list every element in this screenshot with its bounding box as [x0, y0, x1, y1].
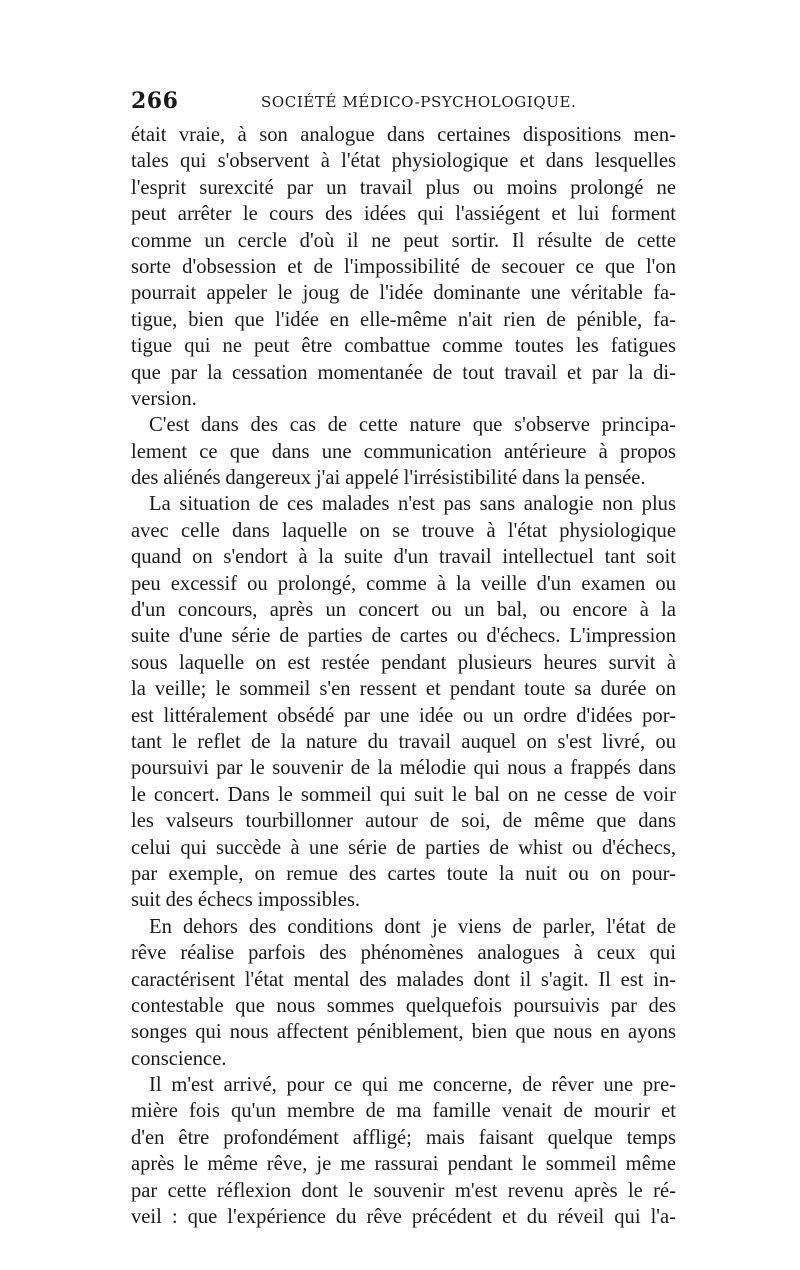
text-line: des aliénés dangereux j'ai appelé l'irrésistibilité dans la pensée. [131, 467, 646, 490]
text-line: après le même rêve, je me rassurai pendant le sommeil même [131, 1153, 676, 1176]
text-line: comme un cercle d'où il ne peut sortir. Il résulte de cette [131, 229, 676, 252]
body-text [131, 122, 676, 1230]
text-line: était vraie, à son analogue dans certaines dispositions men- [131, 124, 676, 146]
text-line: d'en être profondément affligé; mais faisant quelque temps [131, 1126, 676, 1149]
text-line: par exemple, on remue des cartes toute la nuit ou on pour- [131, 862, 676, 885]
text-line: En dehors des conditions dont je viens de parler, l'état de [149, 915, 676, 938]
text-line: tales qui s'observent à l'état physiologique et dans lesquelles [131, 150, 676, 173]
text-line: caractérisent l'état mental des malades dont il s'agit. Il est in- [131, 968, 676, 991]
text-line: avec celle dans laquelle on se trouve à l'état physiologique [131, 519, 676, 542]
text-line: poursuivi par le souvenir de la mélodie qui nous a frappés dans [131, 757, 676, 780]
page-number: 266 [131, 88, 179, 114]
text-line: La situation de ces malades n'est pas sans analogie non plus [149, 493, 676, 516]
text-line: quand on s'endort à la suite d'un travail intellectuel tant soit [131, 546, 676, 569]
text-line: tant le reflet de la nature du travail auquel on s'est livré, ou [131, 730, 676, 753]
text-line: suit des échecs impossibles. [131, 889, 361, 912]
text-line: suite d'une série de parties de cartes ou d'échecs. L'impression [131, 625, 676, 648]
text-line: est littéralement obsédé par une idée ou un ordre d'idées por- [131, 704, 676, 727]
text-line: peu excessif ou prolongé, comme à la veille d'un examen ou [131, 572, 676, 595]
text-line: mière fois qu'un membre de ma famille venait de mourir et [131, 1100, 676, 1123]
text-line: version. [131, 387, 197, 410]
text-line: contestable que nous sommes quelquefois poursuivis par des [131, 994, 676, 1017]
text-line: par cette réflexion dont le souvenir m'est revenu après le ré- [131, 1179, 676, 1202]
text-line: tigue qui ne peut être combattue comme toutes les fatigues [131, 335, 676, 358]
text-line: sous laquelle on est restée pendant plusieurs heures survit à [131, 651, 676, 674]
text-line: rêve réalise parfois des phénomènes analogues à ceux qui [131, 942, 676, 965]
text-line: l'esprit surexcité par un travail plus ou moins prolongé ne [131, 176, 676, 199]
text-line: peut arrêter le cours des idées qui l'assiégent et lui forment [131, 203, 676, 226]
text-line: pourrait appeler le joug de l'idée dominante une véritable fa- [131, 282, 676, 305]
text-line: songes qui nous affectent péniblement, bien que nous en ayons [131, 1021, 676, 1044]
text-line: sorte d'obsession et de l'impossibilité de secouer ce que l'on [131, 255, 676, 278]
text-line: la veille; le sommeil s'en ressent et pendant toute sa durée on [131, 678, 676, 701]
text-line: le concert. Dans le sommeil qui suit le bal on ne cesse de voir [131, 783, 676, 806]
text-line: lement ce que dans une communication antérieure à propos [131, 440, 676, 463]
text-line: tigue, bien que l'idée en elle-même n'ait rien de pénible, fa- [131, 308, 676, 331]
page-header [131, 88, 676, 118]
text-line: les valseurs tourbillonner autour de soi, de même que dans [131, 810, 676, 833]
text-line: conscience. [131, 1047, 227, 1070]
text-line: que par la cessation momentanée de tout travail et par la di- [131, 361, 676, 384]
text-line: C'est dans des cas de cette nature que s'observe principa- [149, 414, 676, 437]
running-title: SOCIÉTÉ MÉDICO-PSYCHOLOGIQUE. [261, 93, 577, 111]
text-line: veil : que l'expérience du rêve précédent et du réveil qui l'a- [131, 1206, 676, 1229]
text-line: Il m'est arrivé, pour ce qui me concerne, de rêver une pre- [149, 1074, 676, 1097]
text-line: celui qui succède à une série de parties de whist ou d'échecs, [131, 836, 676, 859]
text-line: d'un concours, après un concert ou un bal, ou encore à la [131, 599, 676, 622]
